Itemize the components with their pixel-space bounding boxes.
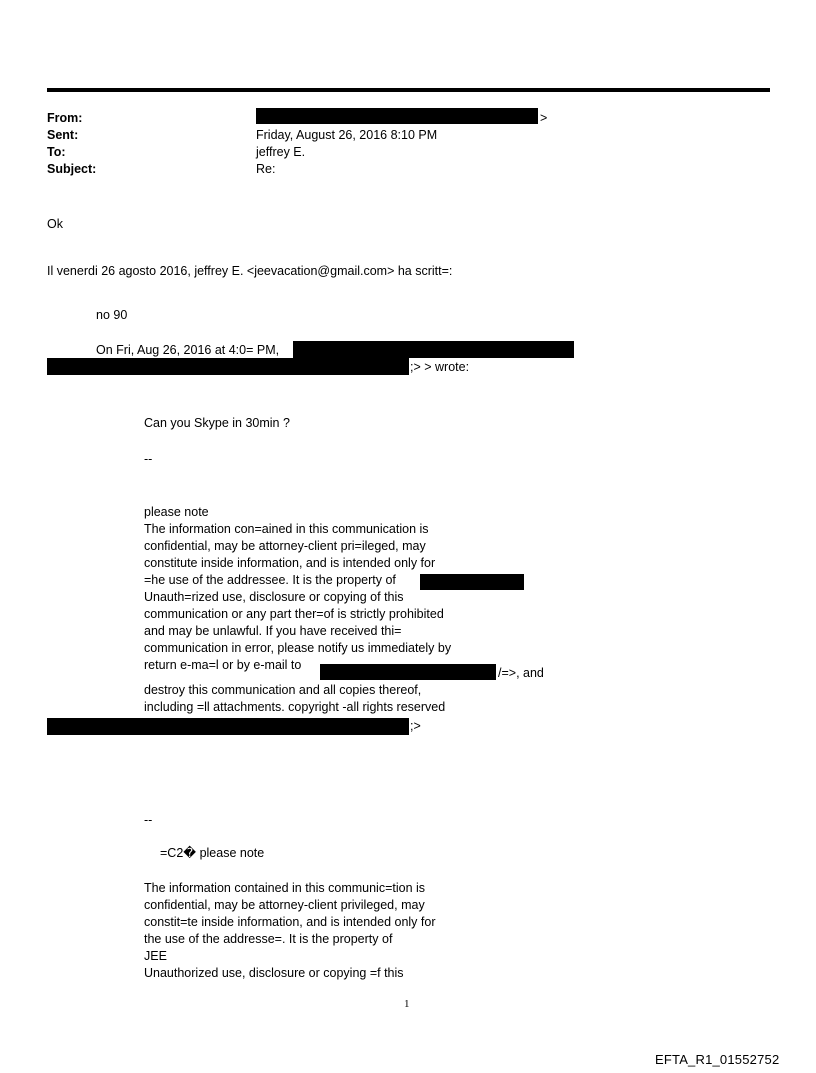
disclaimer-line: confidential, may be attorney-client privileged, may: [144, 898, 425, 912]
document-id: EFTA_R1_01552752: [655, 1052, 780, 1067]
redacted-sender-email: [47, 358, 409, 375]
level3-note: =C2� please note: [160, 846, 265, 860]
disclaimer-line: and may be unlawful. If you have received thi=: [144, 624, 402, 638]
disclaimer-line: destroy this communication and all copies thereof,: [144, 683, 422, 697]
level2-question: Can you Skype in 30min ?: [144, 416, 290, 430]
from-suffix: >: [540, 111, 548, 125]
redacted-sender-name: [293, 341, 574, 358]
from-label: From:: [47, 111, 83, 125]
subject-label: Subject:: [47, 162, 97, 176]
disclaimer-line: the use of the addresse=. It is the property of: [144, 932, 393, 946]
disclaimer-line: communication in error, please notify us immediately by: [144, 641, 452, 655]
quote-intro: Il venerdi 26 agosto 2016, jeffrey E. <jeevacation@gmail.com> ha scritt=:: [47, 264, 453, 278]
redacted-property-owner: [420, 574, 524, 590]
subject-value: Re:: [256, 162, 276, 176]
disclaimer-email-suffix: /=>, and: [498, 666, 544, 680]
reply-text: Ok: [47, 217, 63, 231]
to-value: jeffrey E.: [256, 145, 306, 159]
level1-on-line: On Fri, Aug 26, 2016 at 4:0= PM,: [96, 343, 280, 357]
disclaimer-line: JEE: [144, 949, 167, 963]
disclaimer-end-suffix: ;>: [410, 719, 421, 733]
disclaimer-line: please note: [144, 505, 209, 519]
disclaimer-line: Unauth=rized use, disclosure or copying of this: [144, 590, 404, 604]
disclaimer-line: The information con=ained in this communication is: [144, 522, 429, 536]
disclaimer-line: return e-ma=l or by e-mail to: [144, 658, 302, 672]
disclaimer-line: =he use of the addressee. It is the property of: [144, 573, 396, 587]
disclaimer-line: including =ll attachments. copyright -all rights reserved: [144, 700, 446, 714]
to-label: To:: [47, 145, 66, 159]
disclaimer-line: constit=te inside information, and is intended only for: [144, 915, 436, 929]
redacted-signature: [47, 718, 409, 735]
level2-sig-dash: --: [144, 452, 153, 466]
page-number: 1: [404, 998, 410, 1010]
level3-sig-dash: --: [144, 813, 153, 827]
redacted-contact-email: [320, 664, 496, 680]
disclaimer-line: Unauthorized use, disclosure or copying =f this: [144, 966, 404, 980]
sent-label: Sent:: [47, 128, 79, 142]
disclaimer-line: confidential, may be attorney-client pri=ileged, may: [144, 539, 426, 553]
level1-wrote: ;> > wrote:: [410, 360, 470, 374]
disclaimer-line: constitute inside information, and is intended only for: [144, 556, 436, 570]
disclaimer-line: communication or any part ther=of is strictly prohibited: [144, 607, 444, 621]
level1-reply: no 90: [96, 308, 128, 322]
disclaimer-line: The information contained in this communic=tion is: [144, 881, 426, 895]
redacted-sender: [256, 108, 538, 124]
header-rule: [47, 88, 770, 92]
sent-value: Friday, August 26, 2016 8:10 PM: [256, 128, 438, 142]
